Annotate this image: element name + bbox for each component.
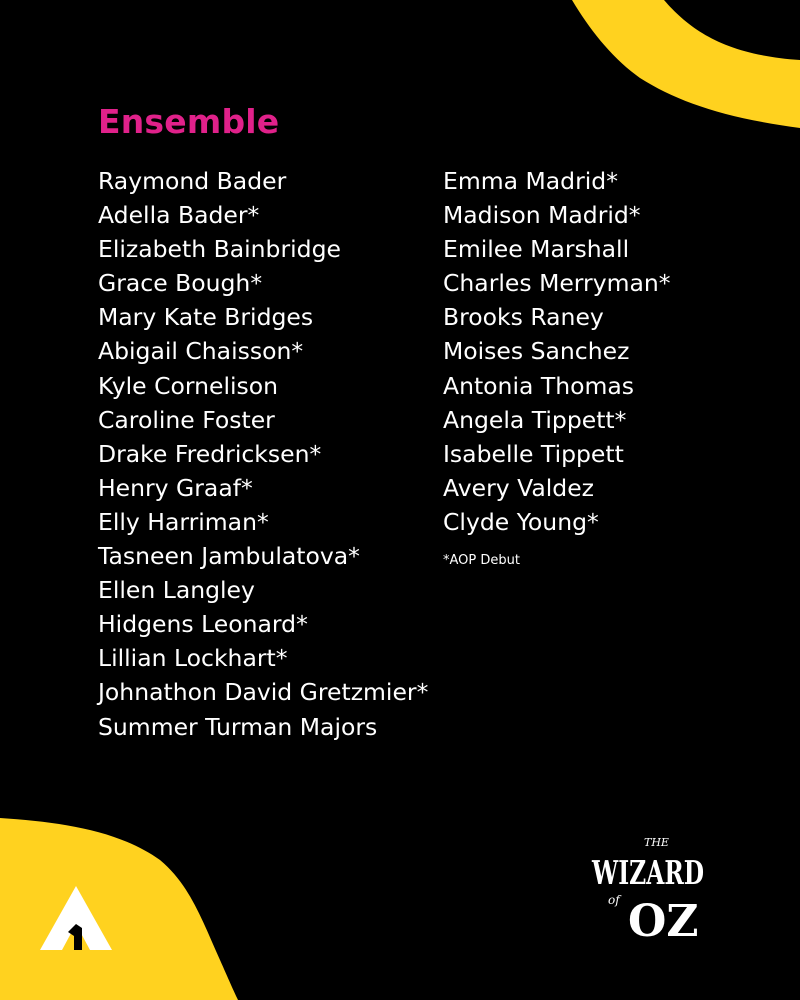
cast-name: Isabelle Tippett [443,439,624,468]
logo-word-of: of [608,893,620,907]
cast-name: Summer Turman Majors [98,712,378,741]
cast-name: Adella Bader* [98,201,260,230]
cast-name: Kyle Cornelison [98,371,279,400]
logo-word-the: THE [644,836,669,849]
cast-name: Hidgens Leonard* [98,610,308,639]
cast-name: Brooks Raney [443,303,604,332]
cast-name: Avery Valdez [443,473,594,502]
cast-name: Lillian Lockhart* [98,644,288,673]
cast-list-right [443,164,671,539]
cast-name: Emilee Marshall [443,235,630,264]
logo-word-oz: OZ [628,896,699,947]
cast-name: Johnathon David Gretzmier* [98,678,429,707]
cast-name: Madison Madrid* [443,201,641,230]
cast-name: Angela Tippett* [443,405,627,434]
cast-name: Antonia Thomas [443,371,635,400]
cast-name: Elly Harriman* [98,507,269,536]
cast-name: Grace Bough* [98,269,263,298]
cast-name: Tasneen Jambulatova* [98,542,360,571]
cast-name: Abigail Chaisson* [98,337,304,366]
cast-name: Caroline Foster [98,405,275,434]
cast-name: Mary Kate Bridges [98,303,314,332]
cast-name: Ellen Langley [98,576,255,605]
cast-name: Henry Graaf* [98,473,253,502]
cast-name: Charles Merryman* [443,269,671,298]
yellow-swoosh-bottom [0,818,238,1000]
cast-name: Drake Fredricksen* [98,439,322,468]
cast-name: Elizabeth Bainbridge [98,235,341,264]
footnote: *AOP Debut [443,553,520,568]
wizard-of-oz-logo [588,832,718,952]
logo-word-wizard: WIZARD [591,853,704,892]
cast-name: Emma Madrid* [443,167,618,195]
cast-name: Clyde Young* [443,507,599,536]
cast-list-left [98,164,428,744]
cast-name: Moises Sanchez [443,337,630,366]
cast-name: Raymond Bader [98,167,287,195]
section-title: Ensemble [98,102,280,141]
triangle-one-logo-icon [38,884,114,952]
yellow-swoosh-top [572,0,800,128]
